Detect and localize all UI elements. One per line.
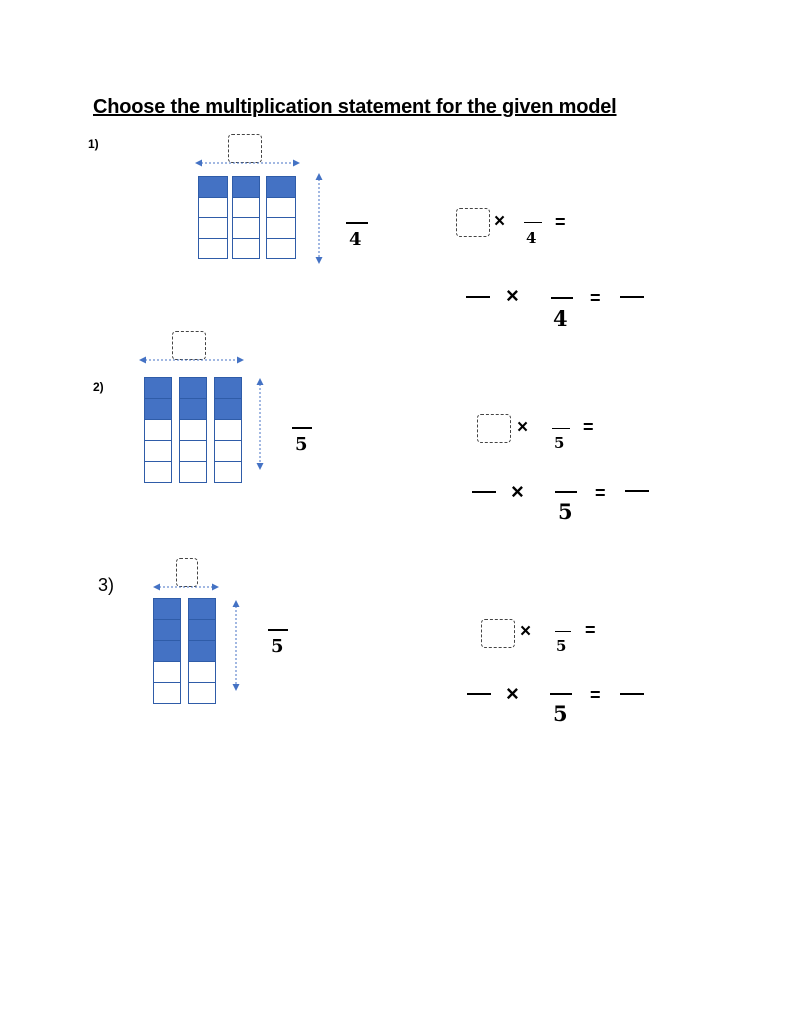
- problem-1-equals-sign-2: =: [590, 288, 601, 308]
- problem-3-times-sign: ×: [520, 621, 532, 642]
- problem-3-statement-denominator: 5: [556, 637, 567, 655]
- problem-1-equals-sign: =: [555, 212, 566, 232]
- problem-2-statement-denominator: 5: [554, 434, 565, 452]
- problem-1-times-sign-2: ×: [506, 283, 519, 308]
- problem-2-times-sign: ×: [517, 417, 529, 438]
- problem-1-times-sign: ×: [494, 211, 506, 232]
- problem-2-times-sign-2: ×: [511, 479, 524, 504]
- problem-2-equals-sign-2: =: [595, 483, 606, 503]
- problem-3-times-sign-2: ×: [506, 681, 519, 706]
- problem-2-statement-2-denominator: 5: [558, 499, 573, 524]
- worksheet-title: Choose the multiplication statement for the given model: [93, 96, 617, 118]
- problem-3-equals-sign-2: =: [590, 685, 601, 705]
- problem-2-equals-sign: =: [583, 417, 594, 437]
- problem-3-equals-sign: =: [585, 620, 596, 640]
- problem-1-statement-denominator: 4: [526, 229, 537, 247]
- problem-1-statement-2-denominator: 4: [553, 306, 568, 331]
- problem-1-fraction-denominator: 4: [349, 229, 362, 250]
- problem-3-statement-2-denominator: 5: [553, 701, 568, 726]
- problem-2-fraction-denominator: 5: [295, 434, 308, 455]
- problem-3-fraction-denominator: 5: [271, 636, 284, 657]
- problem-3-label: 3): [98, 575, 115, 595]
- problem-2-label: 2): [93, 380, 104, 394]
- problem-1-label: 1): [88, 137, 99, 151]
